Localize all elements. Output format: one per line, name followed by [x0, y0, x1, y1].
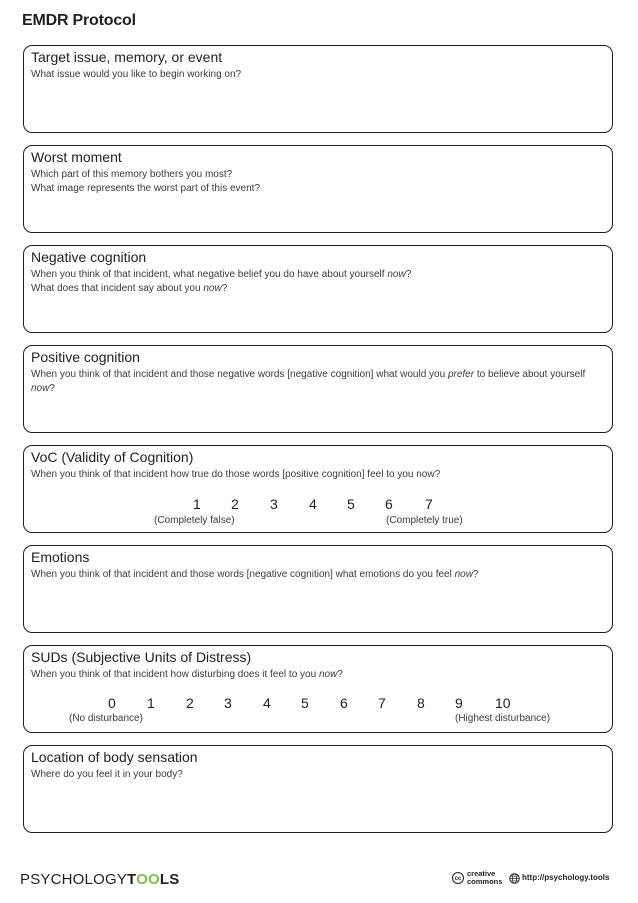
target-issue-prompt-text: What issue would you like to begin working on? — [31, 69, 242, 80]
voc-box — [23, 445, 613, 533]
negative-line2-text: What does that incident say about you — [31, 283, 204, 294]
emotions-prompt-end: ? — [472, 569, 479, 580]
emotions-prompt — [31, 568, 601, 582]
worst-moment-prompt-line2: What image represents the worst part of this event? — [31, 183, 260, 194]
positive-prompt-end: ? — [49, 383, 55, 394]
negative-cognition-prompt — [31, 268, 601, 296]
suds-anchor-high: (Highest disturbance) — [455, 713, 551, 724]
voc-scale-4[interactable]: 4 — [309, 496, 317, 512]
voc-scale-3[interactable]: 3 — [270, 496, 278, 512]
positive-cognition-box[interactable] — [23, 345, 613, 433]
suds-scale-1[interactable]: 1 — [147, 695, 155, 711]
suds-scale-8[interactable]: 8 — [417, 695, 425, 711]
positive-prompt-emphasis-now: now — [31, 383, 50, 394]
target-issue-box[interactable] — [23, 45, 613, 133]
brand-letters-oo: OO — [136, 871, 160, 888]
voc-anchor-low: (Completely false) — [154, 515, 235, 526]
negative-line2-end: ? — [221, 283, 228, 294]
negative-line1-text: When you think of that incident, what negative belief you do have about yourself — [31, 269, 388, 280]
voc-scale-2[interactable]: 2 — [231, 496, 239, 512]
voc-title: VoC (Validity of Cognition) — [31, 449, 194, 465]
suds-scale-0[interactable]: 0 — [108, 695, 116, 711]
suds-scale-10[interactable]: 10 — [495, 695, 511, 711]
creative-commons-logo — [452, 870, 514, 886]
body-sensation-title: Location of body sensation — [31, 749, 198, 765]
negative-line1-emphasis: now — [387, 269, 406, 280]
target-issue-title: Target issue, memory, or event — [31, 49, 223, 65]
brand-letter-t: T — [127, 871, 137, 888]
brand-word-psychology: PSYCHOLOGY — [20, 871, 128, 888]
suds-scale-7[interactable]: 7 — [378, 695, 386, 711]
positive-cognition-title: Positive cognition — [31, 349, 140, 365]
worst-moment-title: Worst moment — [31, 149, 122, 165]
voc-anchor-high: (Completely true) — [386, 515, 463, 526]
cc-text-line2: commons — [467, 876, 503, 886]
negative-cognition-prompt-line1 — [31, 268, 601, 282]
worst-moment-prompt — [31, 168, 601, 196]
emotions-prompt-text: When you think of that incident and those words [negative cognition] what emotions do you feel — [31, 569, 455, 580]
globe-icon — [509, 873, 520, 884]
suds-scale-2[interactable]: 2 — [186, 695, 194, 711]
emotions-box[interactable] — [23, 545, 613, 633]
brand-letters-ls: LS — [159, 871, 180, 888]
psychology-tools-logo — [20, 871, 179, 888]
voc-scale-1[interactable]: 1 — [193, 496, 201, 512]
suds-scale-4[interactable]: 4 — [263, 695, 271, 711]
negative-cognition-box[interactable] — [23, 245, 613, 333]
suds-prompt-emphasis: now — [318, 669, 338, 680]
suds-prompt-end: ? — [337, 669, 343, 680]
body-sensation-prompt — [31, 768, 601, 782]
worst-moment-box[interactable] — [23, 145, 613, 233]
voc-prompt-text: When you think of that incident how true do those words [positive cognition] feel to you now? — [31, 469, 441, 480]
voc-scale-7[interactable]: 7 — [425, 496, 433, 512]
suds-anchor-low: (No disturbance) — [69, 713, 143, 724]
voc-prompt — [31, 468, 601, 482]
negative-line1-end: ? — [405, 269, 412, 280]
emotions-prompt-emphasis: now — [454, 569, 473, 580]
suds-box — [23, 645, 613, 733]
body-sensation-box[interactable] — [23, 745, 613, 833]
voc-scale-5[interactable]: 5 — [347, 496, 355, 512]
emotions-title: Emotions — [31, 549, 90, 565]
worst-moment-prompt-line1: Which part of this memory bothers you most? — [31, 169, 233, 180]
suds-prompt — [31, 668, 601, 682]
suds-title: SUDs (Subjective Units of Distress) — [31, 649, 252, 665]
suds-scale-9[interactable]: 9 — [455, 695, 463, 711]
suds-prompt-text: When you think of that incident how disturbing does it feel to you — [31, 669, 319, 680]
suds-scale-6[interactable]: 6 — [340, 695, 348, 711]
creative-commons-text — [467, 870, 502, 885]
creative-commons-icon: cc — [452, 872, 464, 884]
cc-text-line1: creative — [467, 869, 496, 878]
negative-line2-emphasis: now — [203, 283, 222, 294]
positive-prompt-middle: to believe about yourself — [474, 369, 586, 380]
positive-prompt-text: When you think of that incident and those negative words [negative cognition] what would you — [31, 369, 448, 380]
suds-scale-5[interactable]: 5 — [301, 695, 309, 711]
positive-prompt-emphasis-prefer: prefer — [447, 369, 475, 380]
footer-url-link[interactable]: http://psychology.tools — [522, 873, 610, 882]
body-sensation-prompt-text: Where do you feel it in your body? — [31, 769, 183, 780]
voc-scale-6[interactable]: 6 — [385, 496, 393, 512]
target-issue-prompt — [31, 68, 601, 82]
page-title: EMDR Protocol — [22, 12, 136, 29]
suds-scale-3[interactable]: 3 — [224, 695, 232, 711]
negative-cognition-prompt-line2 — [31, 282, 601, 296]
negative-cognition-title: Negative cognition — [31, 249, 147, 265]
positive-cognition-prompt — [31, 368, 601, 396]
